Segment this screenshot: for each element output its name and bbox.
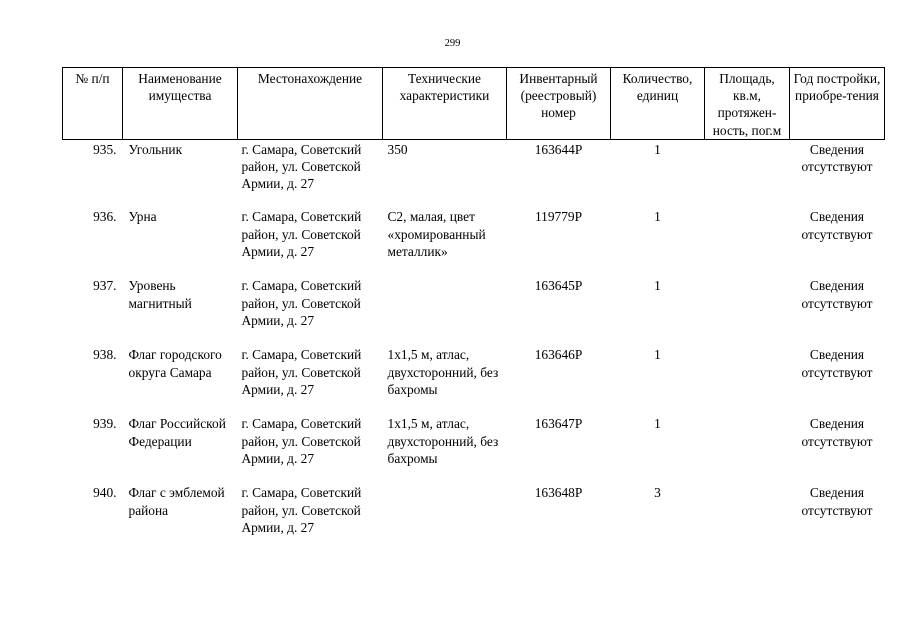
header-year: Год постройки, приобре-тения <box>790 68 885 140</box>
cell-year: Сведения отсутствуют <box>801 209 873 242</box>
cell-quantity: 1 <box>654 347 661 363</box>
header-inventory: Инвентарный (реестровый) номер <box>507 68 611 140</box>
cell-location: г. Самара, Советский район, ул. Советской Армии, д. 27 <box>241 141 362 192</box>
header-name: Наименование имущества <box>123 68 238 140</box>
cell-location: г. Самара, Советский район, ул. Советской Армии, д. 27 <box>241 485 362 535</box>
cell-num: 936. <box>93 209 117 225</box>
table-header-row <box>63 68 885 140</box>
cell-name: Угольник <box>128 141 183 157</box>
cell-quantity: 1 <box>654 141 661 157</box>
cell-inventory: 163646Р <box>534 347 583 363</box>
cell-tech: С2, малая, цвет «хромированный металлик» <box>387 209 486 259</box>
cell-inventory: 163645Р <box>534 278 583 294</box>
cell-quantity: 1 <box>654 278 661 294</box>
cell-area <box>705 208 790 277</box>
cell-num: 938. <box>93 347 117 363</box>
cell-area <box>705 346 790 415</box>
cell-quantity: 1 <box>654 209 661 225</box>
table-row <box>63 346 885 415</box>
cell-location: г. Самара, Советский район, ул. Советской Армии, д. 27 <box>241 416 362 466</box>
cell-year: Сведения отсутствуют <box>801 485 873 518</box>
cell-inventory: 163644Р <box>534 141 583 157</box>
cell-name: Уровень магнитный <box>128 278 192 311</box>
cell-num: 939. <box>93 416 117 432</box>
cell-quantity: 3 <box>654 485 661 501</box>
table-row <box>63 208 885 277</box>
cell-location: г. Самара, Советский район, ул. Советской Армии, д. 27 <box>241 278 362 328</box>
cell-name: Флаг с эмблемой района <box>128 485 225 518</box>
cell-area <box>705 415 790 484</box>
cell-area <box>705 277 790 346</box>
header-location: Местонахождение <box>238 68 383 140</box>
header-area: Площадь, кв.м, протяжен-ность, пог.м <box>705 68 790 140</box>
cell-area <box>705 484 790 553</box>
property-table <box>62 67 885 553</box>
cell-location: г. Самара, Советский район, ул. Советской Армии, д. 27 <box>241 209 362 259</box>
table-row <box>63 277 885 346</box>
cell-name: Урна <box>128 209 157 225</box>
cell-tech <box>383 484 507 553</box>
table-row <box>63 415 885 484</box>
cell-area <box>705 139 790 208</box>
cell-inventory: 163648Р <box>534 485 583 501</box>
table-row <box>63 484 885 553</box>
cell-num: 937. <box>93 278 117 294</box>
cell-year: Сведения отсутствуют <box>801 347 873 380</box>
cell-location: г. Самара, Советский район, ул. Советской Армии, д. 27 <box>241 347 362 397</box>
cell-tech: 1х1,5 м, атлас, двухсторонний, без бахромы <box>387 416 499 466</box>
page-number: 299 <box>444 38 461 49</box>
table-row <box>63 139 885 208</box>
header-tech: Технические характеристики <box>383 68 507 140</box>
cell-year: Сведения отсутствуют <box>801 141 873 175</box>
header-num: № п/п <box>63 68 123 140</box>
cell-name: Флаг городского округа Самара <box>128 347 222 380</box>
cell-inventory: 163647Р <box>534 416 583 432</box>
cell-name: Флаг Российской Федерации <box>128 416 226 449</box>
cell-year: Сведения отсутствуют <box>801 416 873 449</box>
cell-quantity: 1 <box>654 416 661 432</box>
cell-year: Сведения отсутствуют <box>801 278 873 311</box>
cell-tech: 1х1,5 м, атлас, двухсторонний, без бахромы <box>387 347 499 397</box>
cell-num: 935. <box>93 141 117 157</box>
header-quantity: Количество, единиц <box>611 68 705 140</box>
cell-num: 940. <box>93 485 117 501</box>
cell-tech <box>383 277 507 346</box>
cell-tech: 350 <box>387 141 408 157</box>
cell-inventory: 119779Р <box>534 209 583 225</box>
